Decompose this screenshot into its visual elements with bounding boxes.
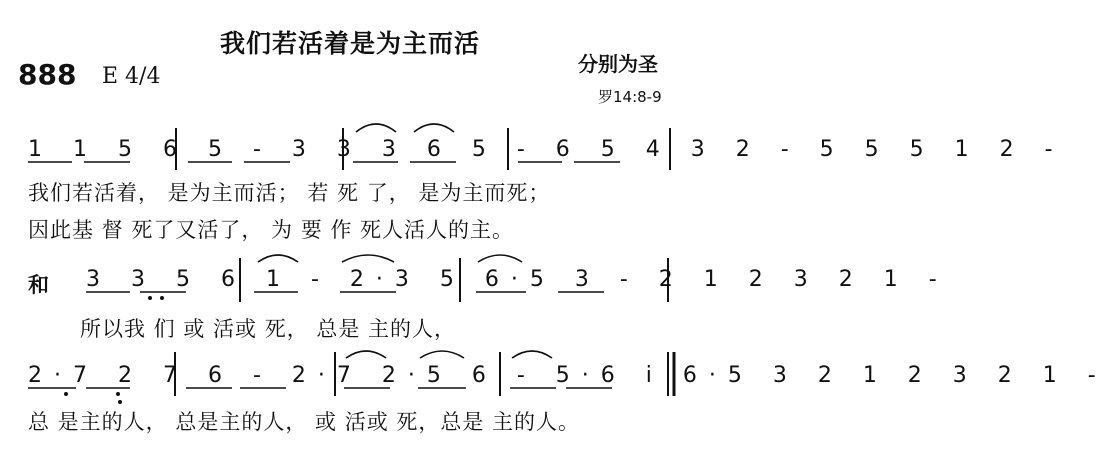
notation-line-2: 3 3 5 6 1 - 2·3 5 6·5 3 - 2 1 2 3 2 1 - — [86, 267, 949, 292]
octave-dot — [116, 392, 120, 396]
slur — [258, 255, 298, 262]
lyric-line-2: 所以我 们 或 活或 死， 总是 主的人， — [80, 317, 457, 341]
hymn-number: 888 — [18, 58, 77, 91]
octave-dot — [148, 296, 152, 300]
refrain-label: 和 — [28, 273, 49, 297]
notation-line-1: 1 1 5 6 5 - 3 3 3 6 5 - 6 5 4 3 2 - 5 5 5 1 2 - — [28, 137, 1065, 162]
hymn-title: 我们若活着是为主而活 — [219, 29, 480, 58]
lyric-line-1a: 我们若活着， 是为主而活； 若 死 了， 是为主而死； — [28, 181, 551, 205]
octave-dot — [160, 296, 164, 300]
key-time-signature: E 4/4 — [102, 64, 161, 89]
slur — [512, 351, 552, 358]
notation-line-3: 2·7 2 7 6 - 2·7 2·5 6 - 5·6 i 6·5 3 2 1 2 3 2 1 - — [28, 363, 1108, 388]
slur — [478, 255, 522, 262]
slur — [414, 124, 454, 132]
octave-dot — [64, 392, 68, 396]
octave-dot — [118, 400, 122, 404]
slur — [420, 351, 464, 358]
scripture-reference: 罗14:8-9 — [598, 88, 662, 106]
lyric-line-1b: 因此基 督 死了又活了， 为 要 作 死人活人的主。 — [28, 218, 515, 242]
slur — [356, 124, 396, 132]
slur — [346, 351, 386, 358]
hymn-theme: 分别为圣 — [578, 52, 658, 76]
lyric-line-3: 总 是主的人， 总是主的人， 或 活或 死，总是 主的人。 — [28, 410, 581, 434]
slur — [342, 255, 394, 262]
